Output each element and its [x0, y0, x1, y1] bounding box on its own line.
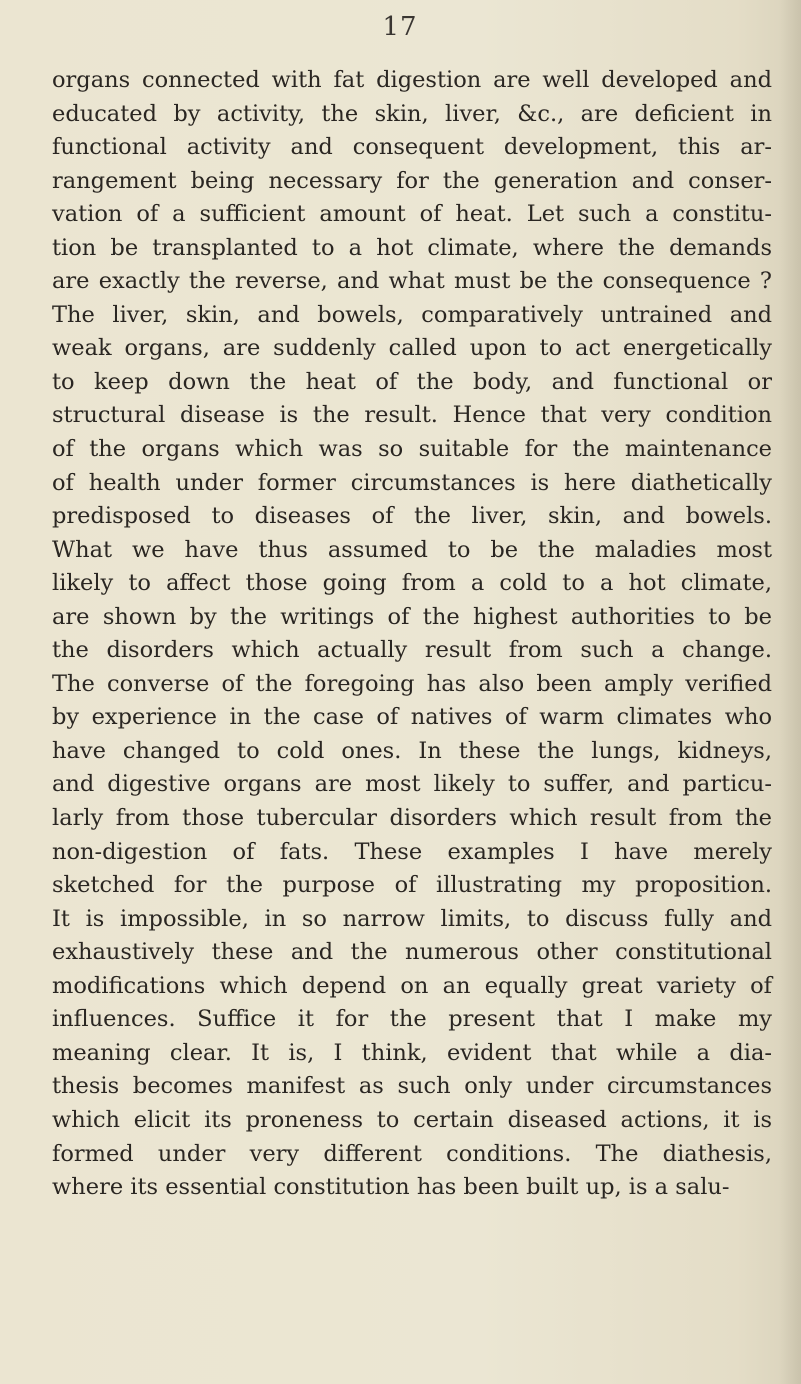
text-line: where its essential constitution has been built up, is a salu- [52, 1174, 730, 1201]
text-line: The liver, skin, and bowels, comparatively untrained and [52, 301, 772, 328]
text-line: of health under former circumstances is here diathetically [52, 469, 772, 496]
text-line: The converse of the foregoing has also been amply verified [52, 670, 772, 697]
text-line: exhaustively these and the numerous other constitutional [52, 939, 772, 966]
text-line: organs connected with fat digestion are well developed and [52, 67, 772, 93]
text-line: are shown by the writings of the highest authorities to be [52, 603, 772, 630]
text-line: are exactly the reverse, and what must be the consequence ? [52, 268, 772, 295]
text-line: which elicit its proneness to certain diseased actions, it is [52, 1106, 772, 1133]
text-line: by experience in the case of natives of warm climates who [52, 704, 772, 731]
text-line: tion be transplanted to a hot climate, where the demands [52, 234, 772, 261]
text-line: educated by activity, the skin, liver, &c., are deficient in [52, 100, 772, 127]
text-line: predisposed to diseases of the liver, skin, and bowels. [52, 503, 772, 530]
text-line: the disorders which actually result from such a change. [52, 637, 772, 664]
body-text [52, 64, 772, 1205]
text-line: vation of a sufficient amount of heat. Let such a constitu- [52, 201, 772, 228]
text-line: have changed to cold ones. In these the lungs, kidneys, [52, 737, 772, 764]
page-number: 17 [382, 12, 418, 42]
text-line: influences. Suffice it for the present that I make my [52, 1006, 772, 1033]
text-line: non-digestion of fats. These examples I have merely [52, 838, 772, 865]
text-line: modifications which depend on an equally great variety of [52, 972, 772, 999]
text-line: meaning clear. It is, I think, evident that while a dia- [52, 1039, 772, 1066]
text-line: weak organs, are suddenly called upon to act energetically [52, 335, 772, 362]
text-line: larly from those tubercular disorders which result from the [52, 805, 772, 832]
text-line: to keep down the heat of the body, and functional or [52, 368, 772, 395]
text-line: rangement being necessary for the generation and conser- [52, 167, 772, 194]
text-line: thesis becomes manifest as such only under circumstances [52, 1073, 772, 1100]
text-line: sketched for the purpose of illustrating my proposition. [52, 872, 772, 899]
page-edge-shadow [779, 0, 801, 1384]
text-line: and digestive organs are most likely to suffer, and particu- [52, 771, 772, 798]
text-line: structural disease is the result. Hence that very condition [52, 402, 772, 429]
text-line: likely to affect those going from a cold to a hot climate, [52, 570, 772, 597]
text-line: formed under very different conditions. The diathesis, [52, 1140, 772, 1167]
text-line: It is impossible, in so narrow limits, to discuss fully and [52, 905, 772, 932]
text-line: functional activity and consequent development, this ar- [52, 134, 772, 161]
text-line: What we have thus assumed to be the maladies most [52, 536, 772, 563]
text-line: of the organs which was so suitable for the maintenance [52, 436, 772, 463]
